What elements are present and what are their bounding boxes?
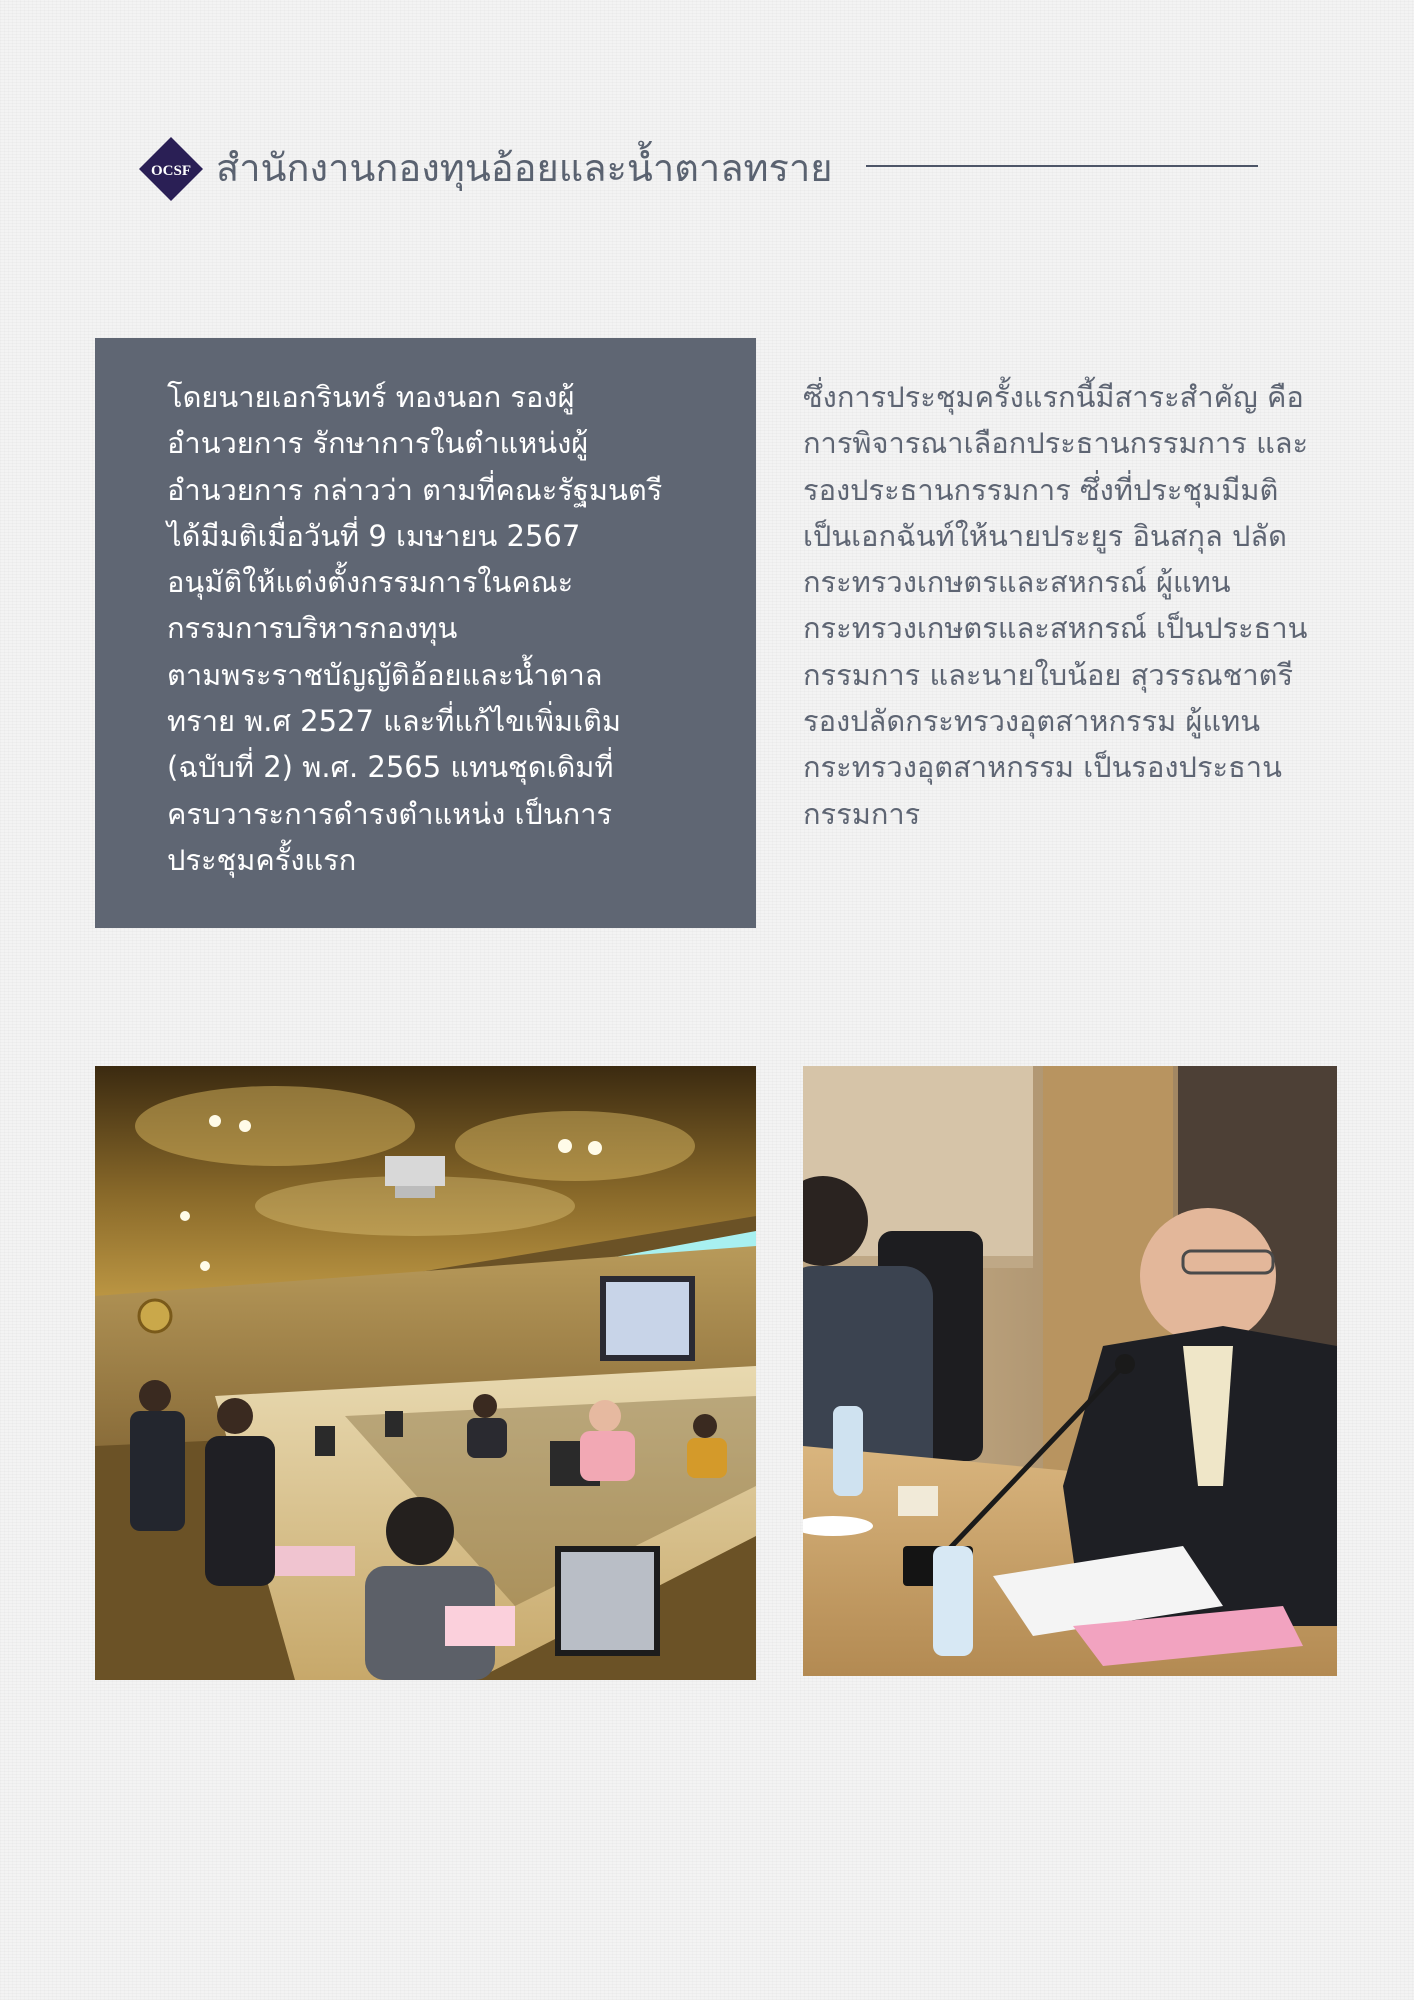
logo-text: OCSF [150, 163, 192, 179]
page-header [138, 128, 1260, 208]
left-text-panel [95, 338, 756, 928]
meeting-room-photo [95, 1066, 756, 1680]
organization-name: สำนักงานกองทุนอ้อยและน้ำตาลทราย [216, 146, 833, 190]
header-divider [866, 165, 1258, 167]
ocsf-logo [138, 136, 204, 202]
right-paragraph: ซึ่งการประชุมครั้งแรกนี้มีสาระสำคัญ คือ การพิจารณาเลือกประธานกรรมการ และ รองประธานกรรมการ ซึ่งที่ประชุมมีมติ เป็นเอกฉันท์ให้นายประยูร อินสกุล ปลัด กระทรวงเกษตรและสหกรณ์ ผู้แทน กระทรวงเกษตรและสหกรณ์ เป็นประธาน กรรมการ และนายใบน้อย สุวรรณชาตรี รองปลัดกระทรวงอุตสาหกรรม ผู้แทน กระทรวงอุตสาหกรรม เป็นรองประธาน กรรมการ [803, 380, 1309, 831]
chairman-photo [803, 1066, 1337, 1676]
left-paragraph: โดยนายเอกรินทร์ ทองนอก รองผู้ อำนวยการ รักษาการในตำแหน่งผู้ อำนวยการ กล่าวว่า ตามที่คณะรัฐมนตรี ได้มีมติเมื่อวันที่ 9 เมษายน 2567 อนุมัติให้แต่งตั้งกรรมการในคณะ กรรมการบริหารกองทุน ตามพระราชบัญญัติอ้อยและน้ำตาล ทราย พ.ศ 2527 และที่แก้ไขเพิ่มเติม (ฉบับที่ 2) พ.ศ. 2565 แทนชุดเดิมที่ ครบวาระการดำรงตำแหน่ง เป็นการ ประชุมครั้งแรก [167, 380, 663, 877]
